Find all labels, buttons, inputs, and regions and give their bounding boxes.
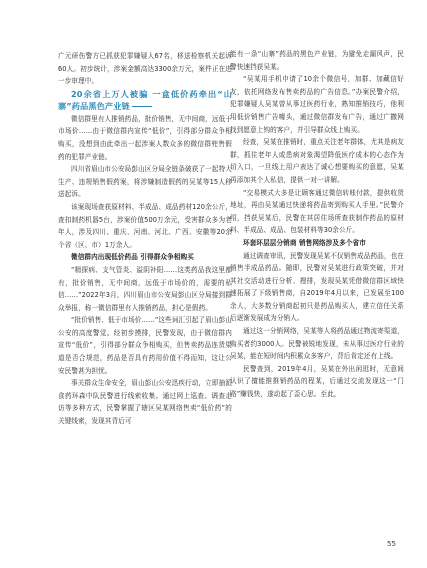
right-subheading: 环套环层层分销商 销售网络涉及多个省市 <box>243 238 366 247</box>
right-paragraph-3: 经查，吴某在推销时，重点关注老年群体，尤其是病友群，抓住老年人或患病对象渴望降低医疗成本的心态作为切入口，一旦线上用户表达了诚心想要购买的意愿，吴某再添加其个人私信，提供一对一讲解。 <box>230 138 404 184</box>
right-column <box>230 48 404 401</box>
right-paragraph-1: 能有一条“山寨”药品的黑色产业链，为避免走漏风声，民警快速挡获吴某。 <box>230 50 404 71</box>
article-headline <box>58 88 232 113</box>
right-paragraph-2: “吴某用手机申请了10余个微信号，加群、加藏信好友，依托网络发布售卖药品的广告信息。”办案民警介绍，犯罪嫌疑人吴某曾从事过医药行业，熟知推销技巧，他利用低价销售广告噱头，通过微信群发布广告，通过广撒网找到愿意上钩的客户，并引导群众线上购买。 <box>230 75 404 134</box>
headline-divider <box>132 106 152 107</box>
left-subheading: 微信群内出现低价药品 引得群众争相购买 <box>71 253 194 262</box>
left-column <box>58 50 232 428</box>
left-paragraph-1: 广元研伤警方已抓获犯罪嫌疑人67名，移送检察机关起诉60人。初步统计，涉案金额高达3300余万元，案件正在进一步审理中。 <box>58 52 232 86</box>
page-number: 55 <box>387 540 396 548</box>
left-paragraph-5: “精探病、支气管炎、溢阴补阳……这类药品我这里都有，批价销售，无中间商，远低于市场价的，需要的私信……”2022年3月，四川眉山市公安局彭山区分局接到群众举报，称一微信群里有人推销药品，担心是假药。 <box>58 265 232 312</box>
right-paragraph-6: 通过这一分销网络，吴某等人将药品通过物流寄渠道，购买者约3000人。民警被锐地发现，未从事过医疗行业的吴某，能在短时间内积累众多客户，背后肯定还有上线。 <box>230 327 404 361</box>
right-paragraph-7: 民警查到，2019年4月，吴某在外出闲逛时，无意间认识了擅能推推销药品的程某，后通过交流发现这一“门路”赚钱快，遂动起了歪心思。至此， <box>230 364 404 399</box>
left-paragraph-6: “批价销售、低于市场价……”这些词汇引起了眉山彭山公安的高度警觉。经初步摸排，民警发现，由于微信群内宣传“低价”，引得部分群众争相购买，但售卖药品连货渠道是否合规范，药品是否具有药用价值不得而知，这让公安民警甚为担忧。 <box>58 316 232 375</box>
article-headline-text: 20余省上万人被骗 一盒低价药牵出“山寨”药品黑色产业链 <box>58 88 232 112</box>
right-paragraph-5: 通过调查审讯，民警发现吴某不仅销售成品药品，也在销售半成品药品。随即，民警对吴某进行政策突破，并对其社交活动进行分析、搜排，发现吴某凭借微信群区域快速拓展了下级销售商，自2019年4月以来，已发展至100余人，大多数分销商起初只是药品购买人，建立信任关系后逐渐发展成为分销人。 <box>230 251 404 323</box>
left-paragraph-2: 微信群里有人推销药品，批价销售，无中间商，远低于市场价……由于微信群内宣传“低价”，引得部分群众争相购买，没想到由此牵出一起涉案人数众多的微信群兜售假药的犯罪产业链。 <box>58 114 232 161</box>
right-paragraph-4: “交易模式大多是让顾客通过微信转账付款，提供收货地址，再由吴某通过快递将药品寄到购买人手里。”民警介绍，挡获吴某后，民警在其居住场所查获制作药品的原材料、半成品、成品、包装材料等30余公斤。 <box>230 188 404 235</box>
left-paragraph-4: 该案现场查获原材料、半成品、成品药材120余公斤，查扣制药机器5台，涉案价值500万余元，受害群众多为老年人，涉及四川、重庆、河南、河北、广西、安徽等20余个省（区、市）1万余人。 <box>58 202 232 249</box>
left-paragraph-7: 事关群众生命安全，眉山彭山公安迅疾行动，立即抽派食药环森中队民警进行线索收集。通过网上巡查、调查走访等多种方式，民警掌握了辖区吴某网络售卖“低价药”的关键线索，发现其背后可 <box>58 379 232 426</box>
left-paragraph-3: 四川省眉山市公安局彭山区分局全链条破获了一起特大生产、违规销售假药案，将涉嫌制造假药的吴某等15人移送起诉。 <box>58 165 232 199</box>
